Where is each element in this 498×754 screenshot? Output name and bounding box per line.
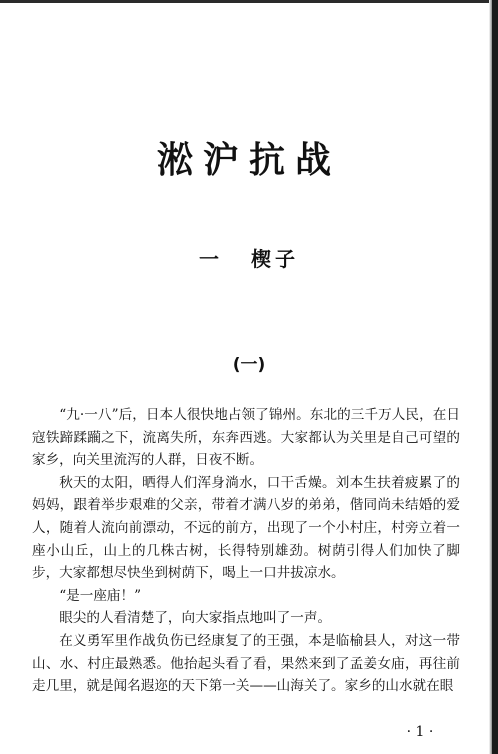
body-text xyxy=(32,404,460,698)
paragraph: “九·一八”后，日本人很快地占领了锦州。东北的三千万人民，在日寇铁蹄蹂躏之下，流离失所，东奔西逃。大家都认为关里是自己可望的家乡，向关里流泻的人群，日夜不断。 xyxy=(32,407,460,469)
section-title: 楔子 xyxy=(251,247,299,271)
section-heading xyxy=(0,243,498,272)
paragraph: 在义勇军里作战负伤已经康复了的王强，本是临榆县人，对这一带山、水、村庄最熟悉。他抬起头看了看，果然来到了孟姜女庙，再往前走几里，就是闻名遐迩的天下第一关——山海关了。家乡的山水就在眼 xyxy=(32,632,460,695)
paragraph: 秋天的太阳，晒得人们浑身淌水，口干舌燥。刘本生扶着疲累了的妈妈，跟着举步艰难的父亲，带着才满八岁的弟弟，偕同尚未结婚的爱人，随着人流向前漂动，不远的前方，出现了一个小村庄，村旁立着一座小山丘，山上的几株古树，长得特别雄劲。树荫引得人们加快了脚步，大家都想尽快坐到树荫下，喝上一口井拔凉水。 xyxy=(32,474,460,582)
subsection-title: (一) xyxy=(232,355,266,375)
paragraph: “是一座庙！” xyxy=(59,587,142,604)
page-right-edge xyxy=(492,0,498,754)
page-top-edge xyxy=(0,0,498,3)
chapter-title: 淞沪抗战 xyxy=(156,140,341,181)
page-number: · 1 · xyxy=(406,724,434,740)
section-number: 一 xyxy=(199,247,223,271)
paragraph: 眼尖的人看清楚了，向大家指点地叫了一声。 xyxy=(59,610,332,627)
